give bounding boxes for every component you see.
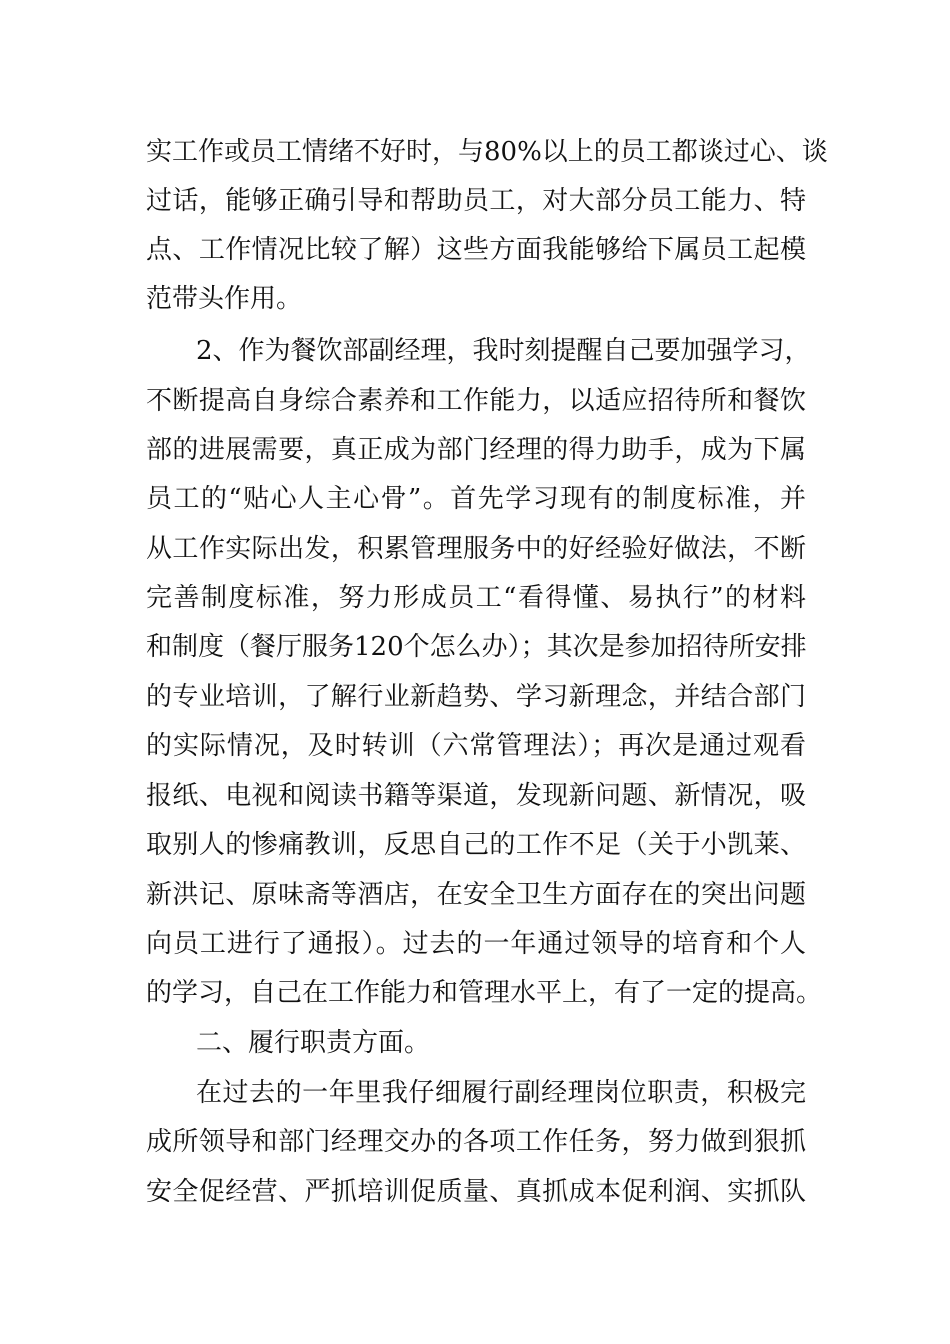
text-line: 的实际情况，及时转训（六常管理法）；再次是通过观看	[146, 731, 806, 761]
text-line: 安全促经营、严抓培训促质量、真抓成本促利润、实抓队	[146, 1177, 806, 1207]
text-line: 成所领导和部门经理交办的各项工作任务，努力做到狠抓	[146, 1127, 806, 1157]
text-line: 范带头作用。	[146, 284, 303, 314]
text-line: 员工的“贴心人主心骨”。首先学习现有的制度标准，并	[146, 484, 806, 514]
text-line: 部的进展需要，真正成为部门经理的得力助手，成为下属	[146, 435, 806, 465]
text-line: 向员工进行了通报）。过去的一年通过领导的培育和个人	[146, 929, 806, 959]
text-line: 和制度（餐厅服务120个怎么办）；其次是参加招待所安排	[146, 632, 807, 662]
section-heading: 二、履行职责方面。	[196, 1028, 431, 1058]
text-line: 点、工作情况比较了解）这些方面我能够给下属员工起模	[146, 235, 806, 265]
paragraph-start-line: 在过去的一年里我仔细履行副经理岗位职责，积极完	[196, 1078, 806, 1108]
text-line: 过话，能够正确引导和帮助员工，对大部分员工能力、特	[146, 186, 806, 216]
text-line: 报纸、电视和阅读书籍等渠道，发现新问题、新情况，吸	[146, 781, 806, 811]
text-line: 取别人的惨痛教训，反思自己的工作不足（关于小凯莱、	[146, 830, 806, 860]
text-line: 不断提高自身综合素养和工作能力，以适应招待所和餐饮	[146, 386, 806, 416]
paragraph-start-line: 2、作为餐饮部副经理，我时刻提醒自己要加强学习，	[196, 336, 811, 366]
text-line: 完善制度标准，努力形成员工“看得懂、易执行”的材料	[146, 583, 806, 613]
text-line: 的专业培训，了解行业新趋势、学习新理念，并结合部门	[146, 682, 806, 712]
text-line: 从工作实际出发，积累管理服务中的好经验好做法，不断	[146, 534, 806, 564]
text-line: 新洪记、原味斋等酒店，在安全卫生方面存在的突出问题	[146, 880, 806, 910]
text-line: 的学习，自己在工作能力和管理水平上，有了一定的提高。	[146, 978, 823, 1008]
text-line: 实工作或员工情绪不好时，与80%以上的员工都谈过心、谈	[146, 137, 828, 167]
